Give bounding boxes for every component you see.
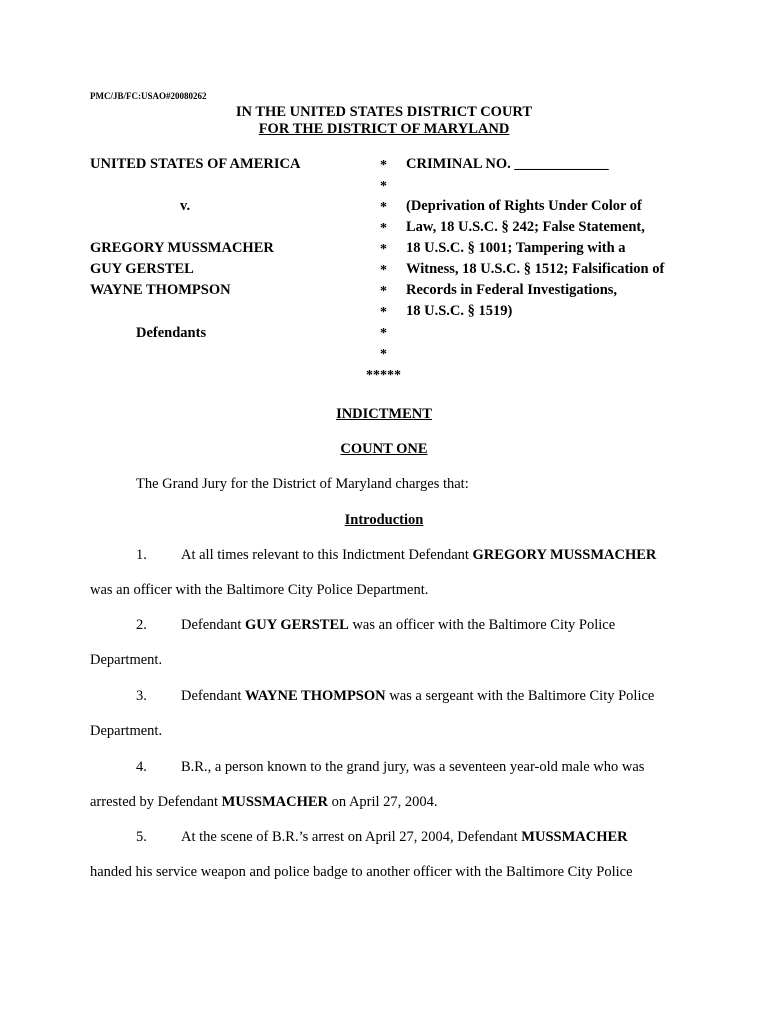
caption-star: *: [380, 326, 387, 341]
charges-line: (Deprivation of Rights Under Color of: [406, 198, 642, 214]
count-heading-wrap: [0, 441, 768, 458]
charges-line: 18 U.S.C. § 1519): [406, 303, 513, 319]
caption-star: *: [380, 200, 387, 215]
paragraph-continuation: was an officer with the Baltimore City Police Department.: [90, 582, 429, 598]
indictment-heading-wrap: [0, 406, 768, 423]
paragraph-first-line: At the scene of B.R.’s arrest on April 27, 2004, Defendant MUSSMACHER: [181, 829, 628, 845]
caption-star: *: [380, 284, 387, 299]
paragraph-continuation: handed his service weapon and police badge to another officer with the Baltimore City Police: [90, 864, 633, 880]
paragraph-first-line: Defendant WAYNE THOMPSON was a sergeant with the Baltimore City Police: [181, 688, 655, 704]
caption-star: *: [380, 263, 387, 278]
introduction-heading-wrap: [0, 512, 768, 529]
charges-line: Witness, 18 U.S.C. § 1512; Falsification of: [406, 261, 665, 277]
paragraph-number: 1.: [136, 547, 147, 563]
caption-star-row: *****: [366, 368, 401, 383]
paragraph-first-line: At all times relevant to this Indictment Defendant GREGORY MUSSMACHER: [181, 547, 657, 563]
defendant-name: GREGORY MUSSMACHER: [90, 240, 274, 256]
paragraph-continuation: Department.: [90, 652, 163, 668]
paragraph-number: 4.: [136, 759, 147, 775]
plaintiff-name: UNITED STATES OF AMERICA: [90, 156, 301, 172]
court-name-line-2: [0, 121, 768, 138]
paragraph-continuation: arrested by Defendant MUSSMACHER on April 27, 2004.: [90, 794, 438, 810]
caption-star: *: [380, 179, 387, 194]
paragraph-number: 2.: [136, 617, 147, 633]
charges-line: Law, 18 U.S.C. § 242; False Statement,: [406, 219, 645, 235]
count-heading: COUNT ONE: [340, 441, 428, 457]
paragraph-number: 5.: [136, 829, 147, 845]
caption-star: *: [380, 347, 387, 362]
versus-label: v.: [180, 198, 191, 214]
introduction-heading: Introduction: [344, 512, 424, 528]
defendant-name: WAYNE THOMPSON: [90, 282, 231, 298]
court-name-line-1: IN THE UNITED STATES DISTRICT COURT: [235, 104, 533, 120]
caption-star: *: [380, 221, 387, 236]
charges-line: Records in Federal Investigations,: [406, 282, 618, 298]
charges-line: 18 U.S.C. § 1001; Tampering with a: [406, 240, 626, 256]
paragraph-continuation: Department.: [90, 723, 163, 739]
indictment-heading: INDICTMENT: [336, 406, 432, 422]
caption-star: *: [380, 158, 387, 173]
paragraph-first-line: Defendant GUY GERSTEL was an officer with the Baltimore City Police: [181, 617, 616, 633]
defendant-name: GUY GERSTEL: [90, 261, 194, 277]
case-reference-number: PMC/JB/FC:USAO#20080262: [90, 91, 207, 101]
paragraph-first-line: B.R., a person known to the grand jury, was a seventeen year-old male who was: [181, 759, 645, 775]
court-district-title: FOR THE DISTRICT OF MARYLAND: [258, 121, 510, 137]
caption-star: *: [380, 305, 387, 320]
caption-star: *: [380, 242, 387, 257]
grand-jury-statement: The Grand Jury for the District of Maryland charges that:: [136, 476, 469, 492]
criminal-number: CRIMINAL NO. _____________: [406, 156, 609, 172]
defendants-label: Defendants: [136, 325, 207, 341]
paragraph-number: 3.: [136, 688, 147, 704]
